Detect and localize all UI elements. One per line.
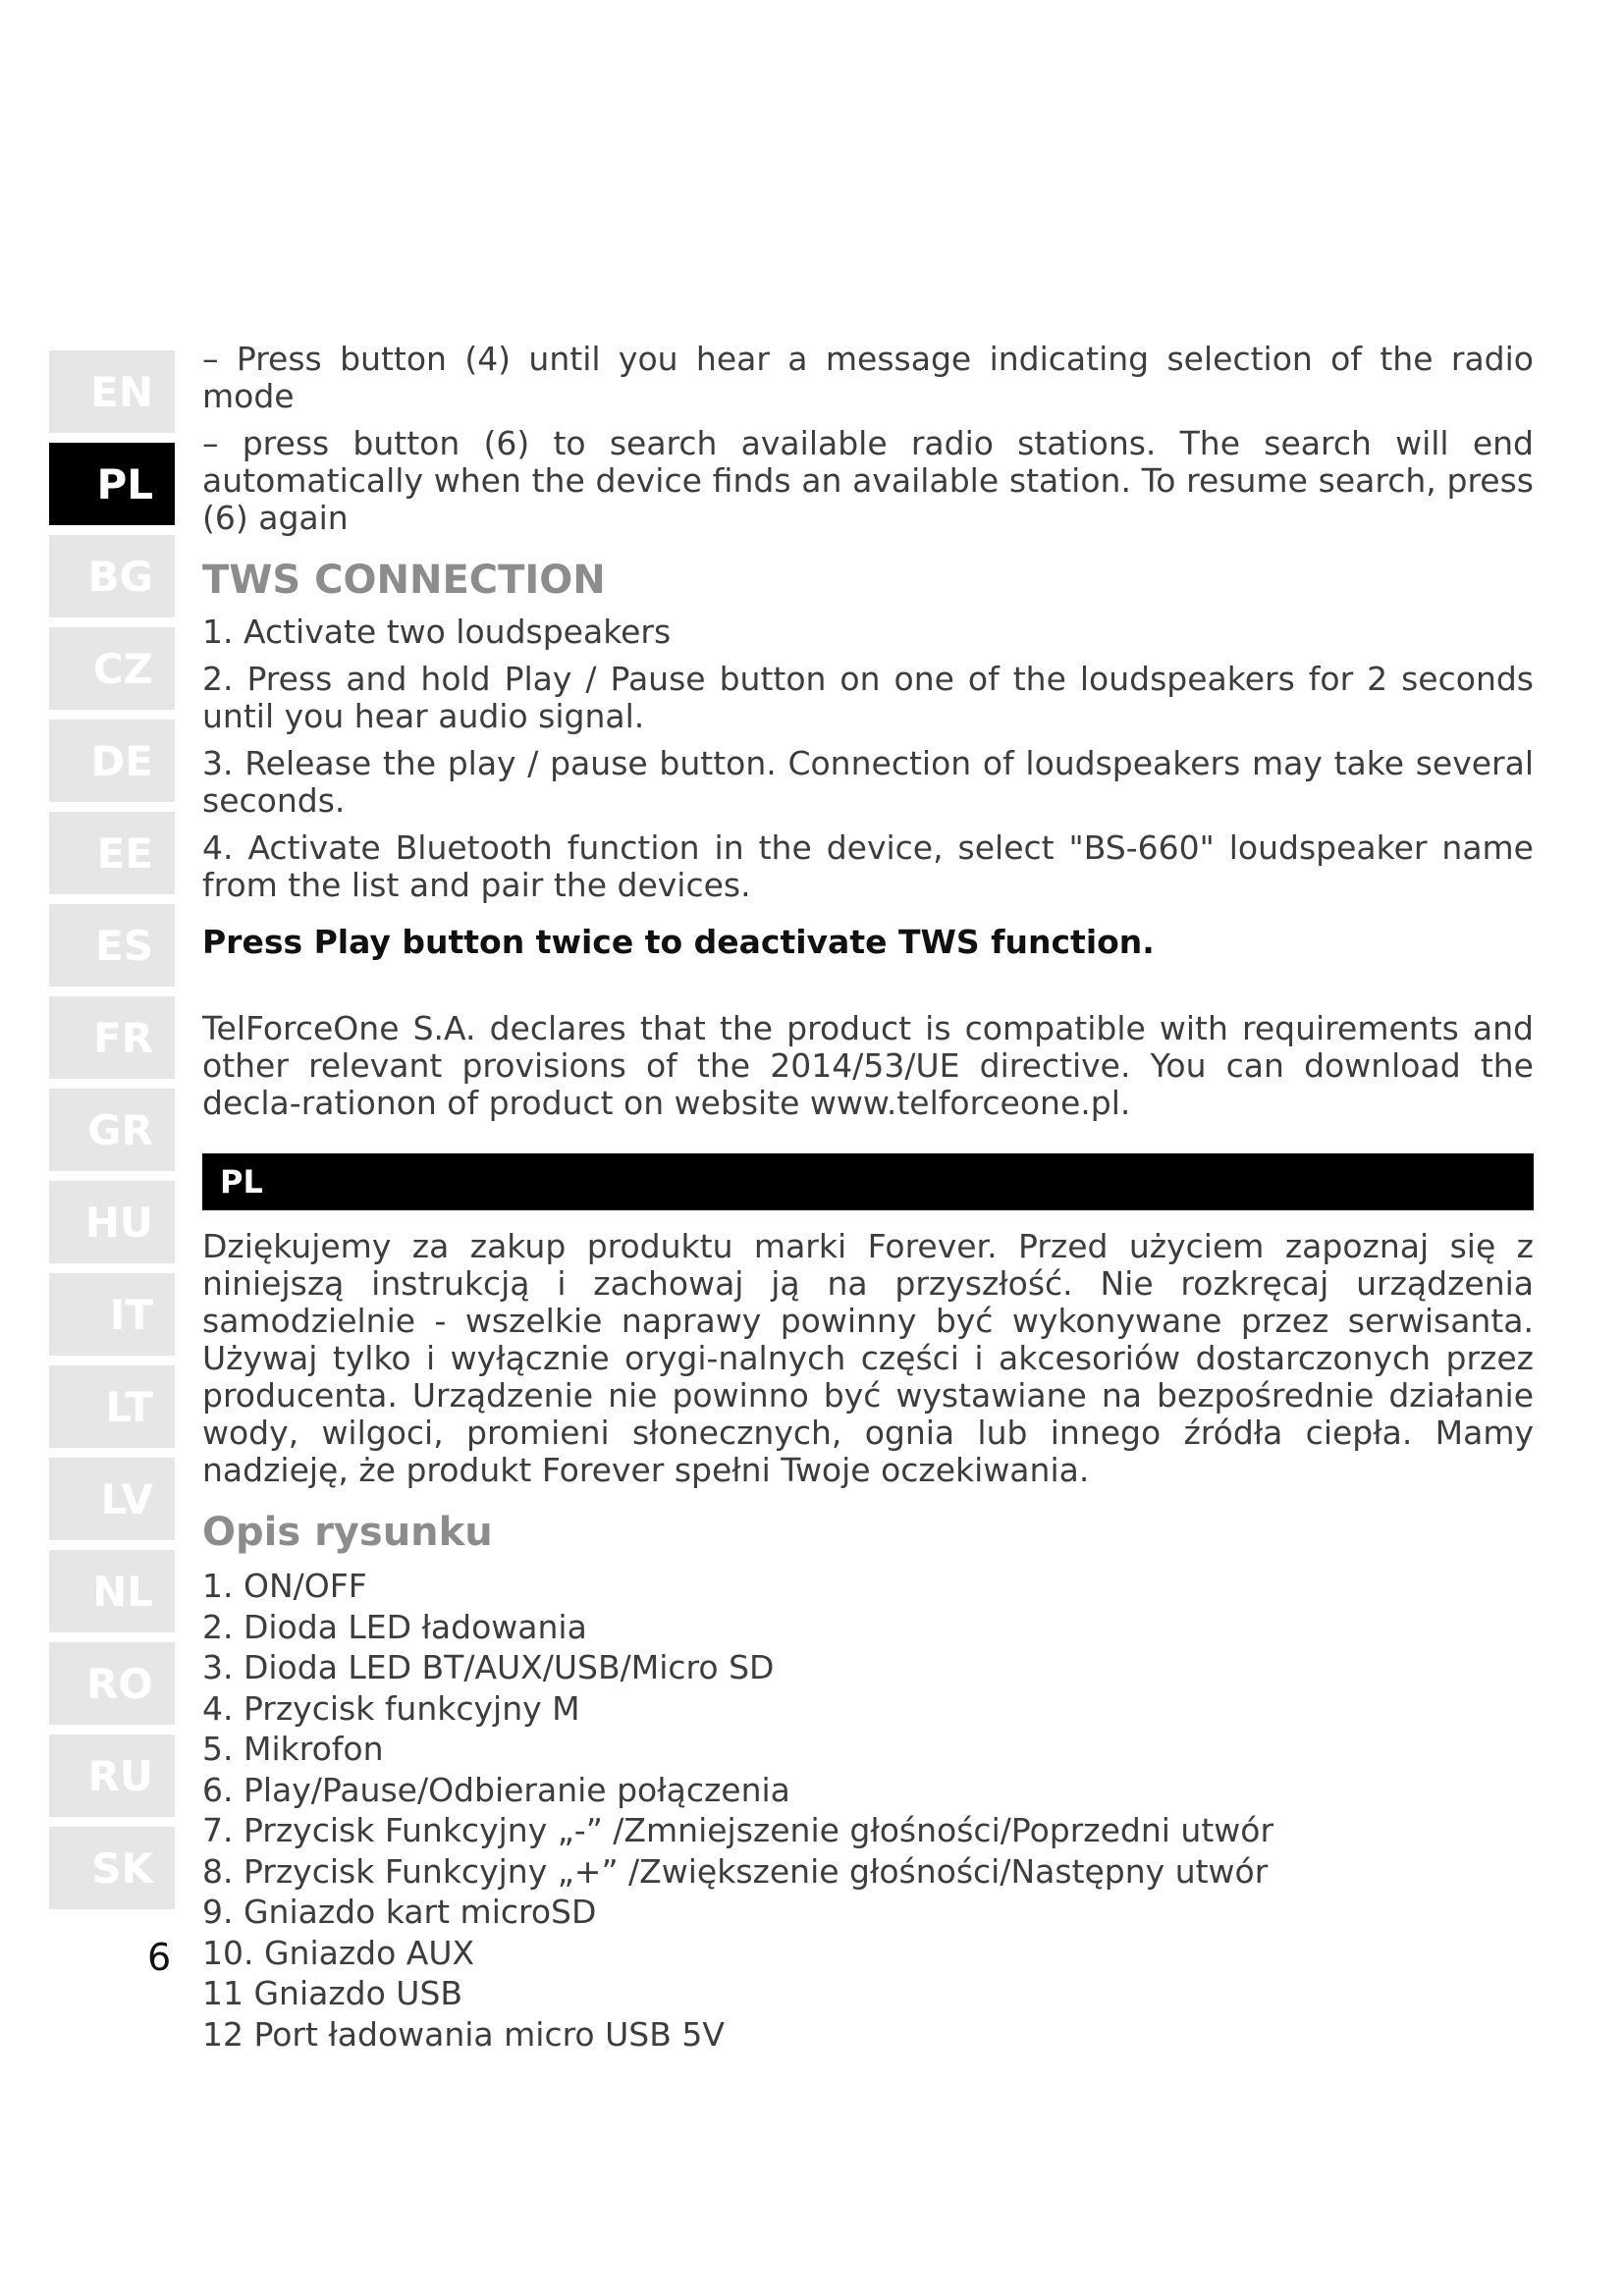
list-item: 3. Dioda LED BT/AUX/USB/Micro SD [202,1648,775,1686]
lang-tab-hu[interactable]: HU [49,1181,175,1263]
tws-step-4: 4. Activate Bluetooth function in the device, select "BS-660" loudspeaker name from the list and pair the devices. [202,828,1534,904]
lang-tab-de[interactable]: DE [49,720,175,802]
lang-tab-it[interactable]: IT [49,1273,175,1356]
lang-tab-ru[interactable]: RU [49,1735,175,1817]
list-item: 10. Gniazdo AUX [202,1933,475,1972]
list-item: 11 Gniazdo USB [202,1974,463,2012]
lang-tab-nl[interactable]: NL [49,1550,175,1632]
tws-step-3: 3. Release the play / pause button. Connection of loudspeakers may take several seconds. [202,744,1534,820]
lang-tab-lv[interactable]: LV [49,1458,175,1540]
radio-step-1: – Press button (4) until you hear a message indicating selection of the radio mode [202,340,1534,415]
pl-section-bar [202,1153,1534,1210]
tws-deactivate-note: Press Play button twice to deactivate TWS function. [202,923,1155,961]
list-item: 12 Port ładowania micro USB 5V [202,2014,725,2054]
tws-step-2: 2. Press and hold Play / Pause button on one of the loudspeakers for 2 seconds until you hear audio signal. [202,660,1534,735]
pl-section-label: PL [220,1163,263,1201]
parts-list [202,1566,1534,2055]
pl-intro-text: Dziękujemy za zakup produktu marki Forever. Przed użyciem zapoznaj się z niniejszą instrukcją i zachowaj ją na przyszłość. Nie rozkręcaj urządzenia samodzielnie - wszelkie naprawy powinny być wykonywane przez serwisanta. Używaj tylko i wyłącznie orygi-nalnych części i akcesoriów dostarczonych przez producenta. Urządzenie nie powinno być wystawiane na bezpośrednie działanie wody, wilgoci, promieni słonecznych, ognia lub innego źródła ciepła. Mamy nadzieję, że produkt Forever spełni Twoje oczekiwania. [202,1227,1534,1489]
declaration-text: TelForceOne S.A. declares that the product is compatible with requirements and other relevant provisions of the 2014/53/UE directive. You can download the decla-rationon of product on website www.telforceone.pl. [202,1009,1534,1122]
list-item: 8. Przycisk Funkcyjny „+” /Zwiększenie głośności/Następny utwór [202,1851,1269,1891]
lang-tab-sk[interactable]: SK [49,1827,175,1909]
list-item: 9. Gniazdo kart microSD [202,1893,597,1931]
lang-tab-gr[interactable]: GR [49,1089,175,1171]
lang-tab-pl[interactable]: PL [49,443,175,525]
lang-tab-es[interactable]: ES [49,904,175,987]
radio-step-2: – press button (6) to search available radio stations. The search will end automatically when the device finds an available station. To resume search, press (6) again [202,424,1534,537]
lang-tab-bg[interactable]: BG [49,535,175,617]
list-item: 5. Mikrofon [202,1730,384,1768]
tws-step-1: 1. Activate two loudspeakers [202,613,672,651]
lang-tab-fr[interactable]: FR [49,996,175,1079]
lang-tab-ro[interactable]: RO [49,1642,175,1725]
list-item: 1. ON/OFF [202,1567,367,1605]
lang-tab-ee[interactable]: EE [49,812,175,894]
language-tabs [49,350,175,1919]
figure-description-heading: Opis rysunku [202,1510,493,1555]
list-item: 6. Play/Pause/Odbieranie połączenia [202,1770,790,1809]
list-item: 7. Przycisk Funkcyjny „-” /Zmniejszenie głośności/Poprzedni utwór [202,1811,1274,1849]
tws-heading: TWS CONNECTION [202,558,606,603]
manual-content [202,341,1534,2055]
page-number: 6 [147,1936,172,1979]
lang-tab-en[interactable]: EN [49,350,175,433]
list-item: 2. Dioda LED ładowania [202,1607,587,1646]
lang-tab-lt[interactable]: LT [49,1365,175,1448]
list-item: 4. Przycisk funkcyjny M [202,1688,580,1728]
lang-tab-cz[interactable]: CZ [49,627,175,710]
